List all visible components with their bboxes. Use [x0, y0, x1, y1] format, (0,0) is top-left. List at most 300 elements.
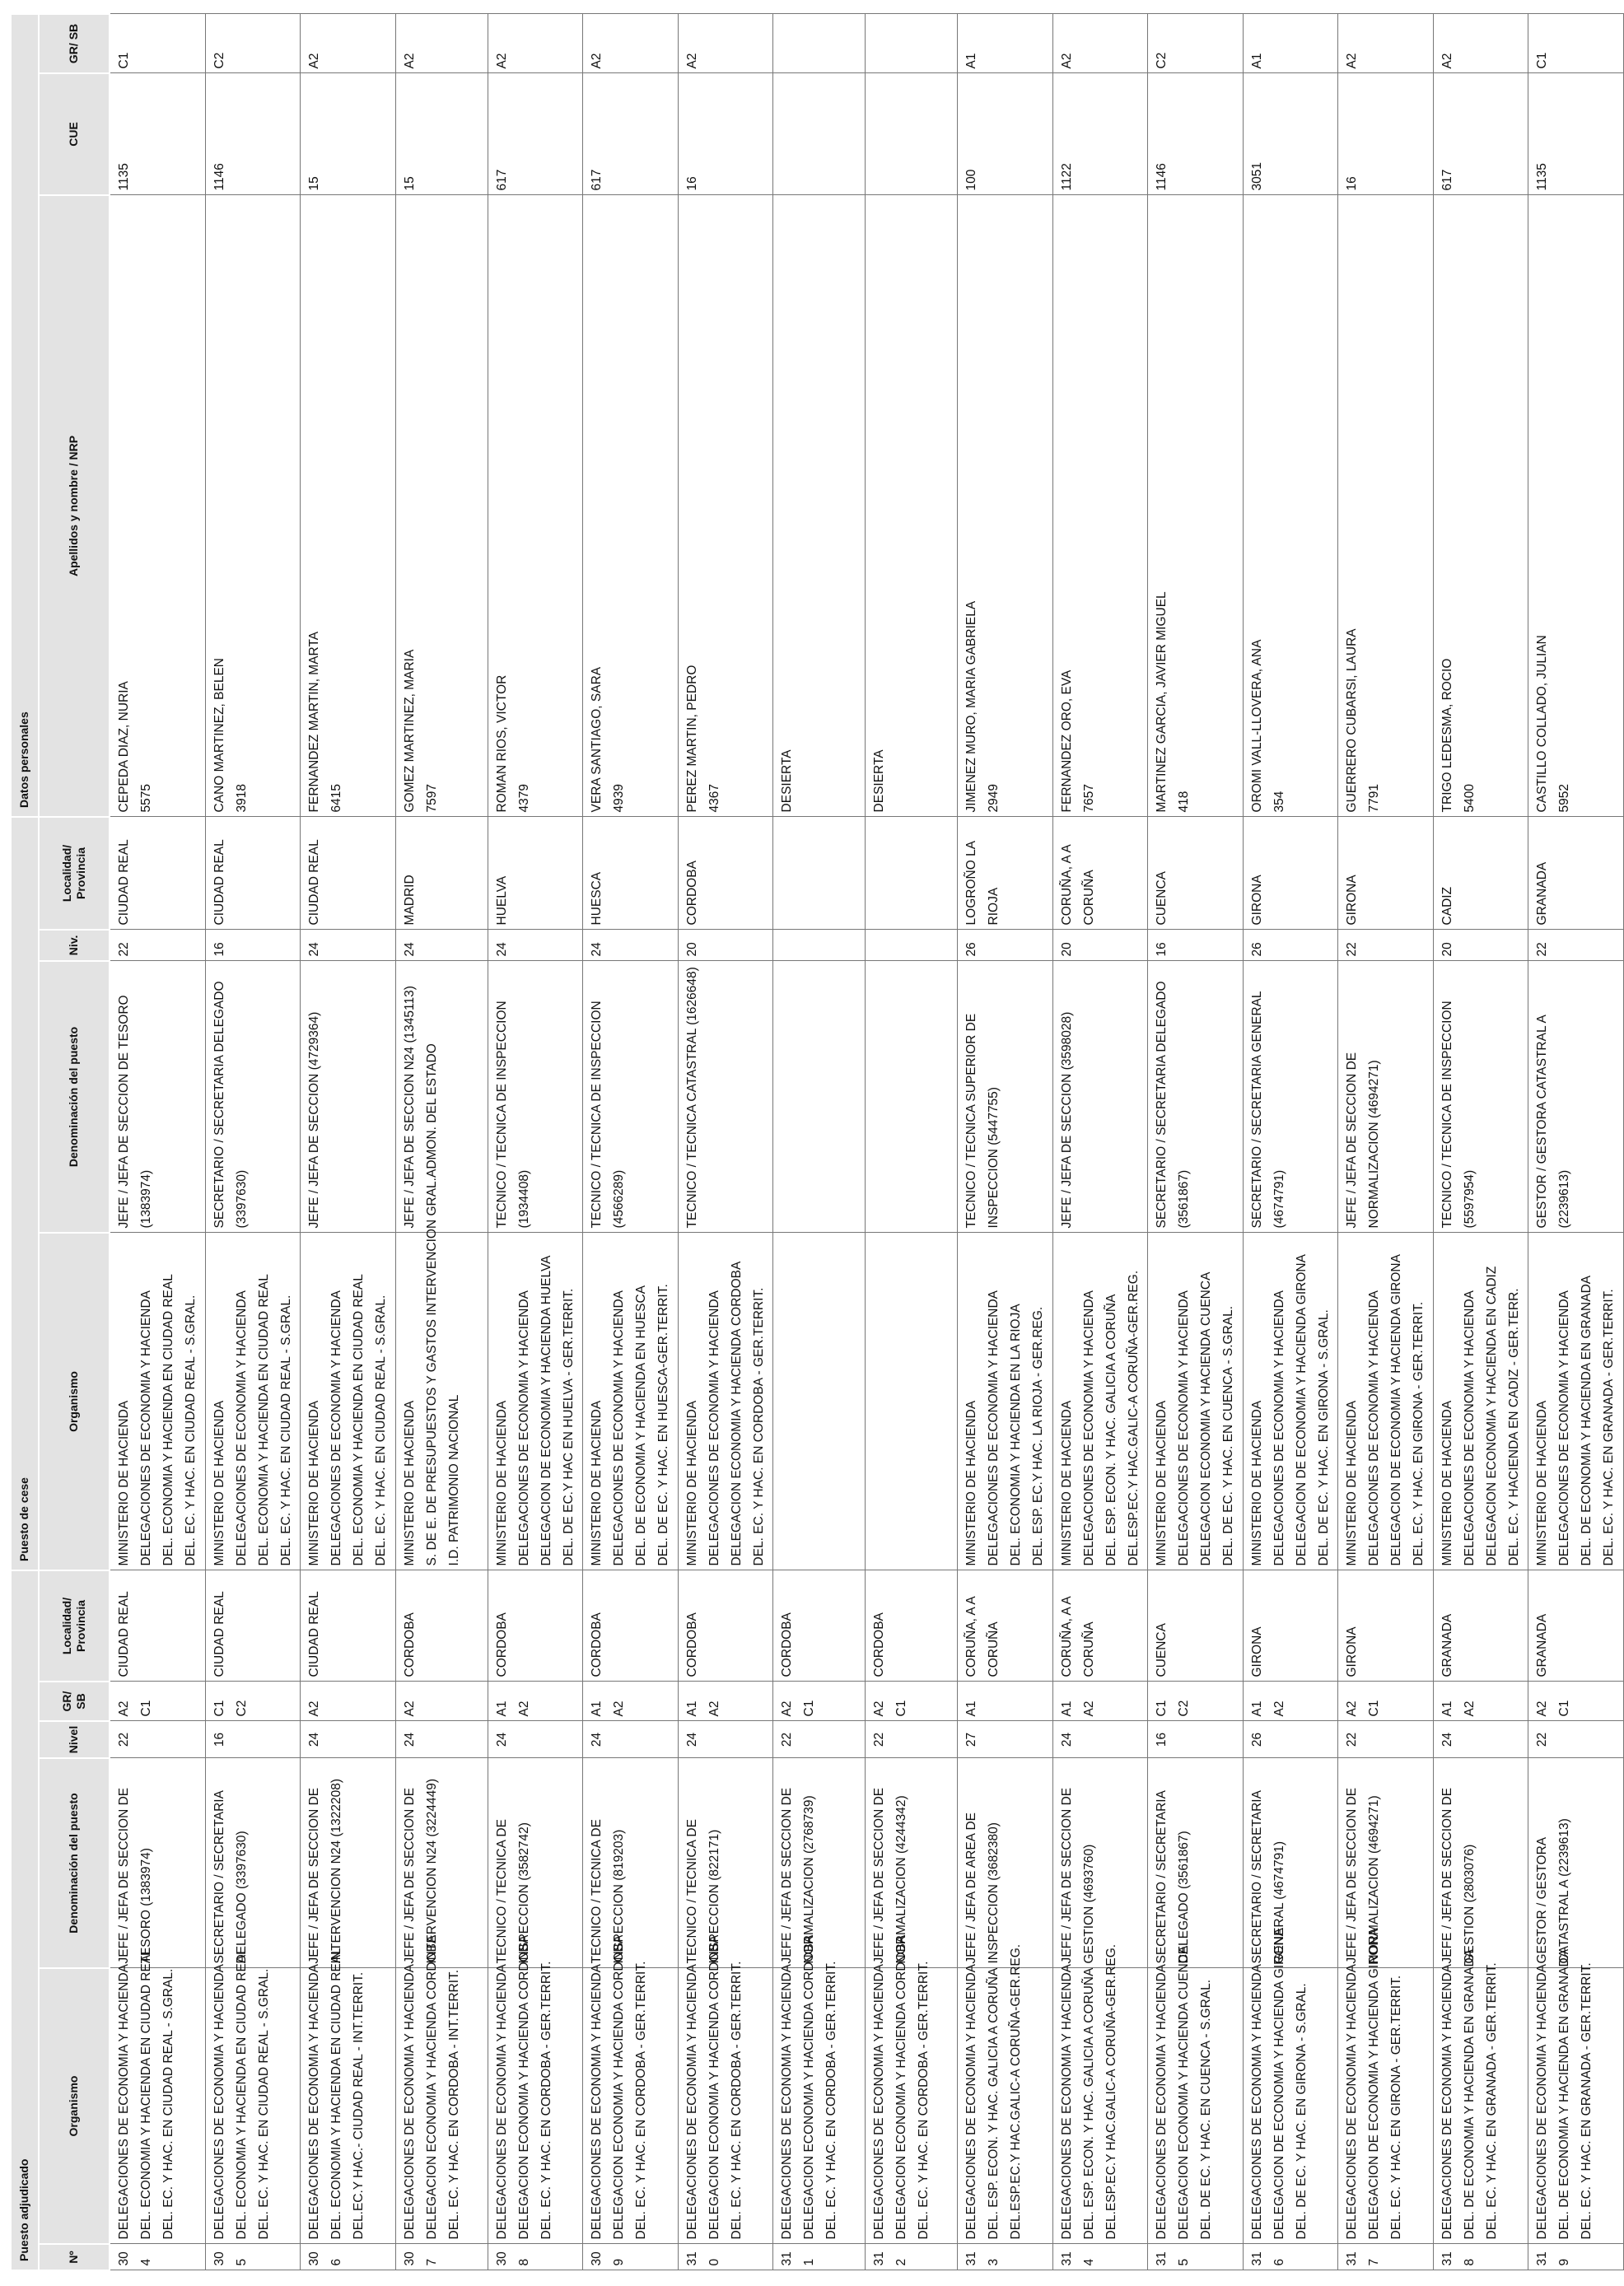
organismo-cese-line: DELEGACIONES DE ECONOMIA Y HACIENDA — [329, 1290, 344, 1566]
cell-denominacion-cese — [1052, 961, 1148, 1233]
organismo-cese-line: DEL. EC. Y HACIENDA EN CADIZ - GER.TERR. — [1506, 1288, 1521, 1566]
apellidos-nombre: FERNANDEZ MARTIN, MARTA — [307, 631, 321, 813]
grsb-value: A2 C1 — [872, 1700, 909, 1717]
nivel-value: 26 — [1249, 1732, 1264, 1747]
cell-organismo — [1433, 1948, 1528, 2244]
grsb-value: C1 C2 — [1155, 1700, 1192, 1717]
group-header-puesto-adjudicado: Puesto adjudicado — [11, 1570, 39, 2270]
cell-denominacion — [205, 1758, 301, 1968]
nivel-value: 22 — [1345, 1732, 1359, 1747]
nivel-value: 24 — [590, 1732, 604, 1747]
cell-localidad — [1433, 1570, 1528, 1682]
cell-grsb — [583, 1682, 679, 1721]
cell-grsb — [395, 1682, 488, 1721]
denominacion-text: JEFE / JEFA DE SECCION DE INTERVENCION N24 (1322208) — [307, 1778, 344, 1964]
table-row — [301, 14, 396, 2270]
localidad-value: CORUÑA, A A CORUÑA — [964, 1597, 1001, 1677]
cell-denominacion-cese — [205, 961, 301, 1233]
cell-num — [773, 2244, 866, 2270]
cell-organismo — [1148, 1945, 1244, 2244]
cell-denominacion — [866, 1758, 958, 1968]
cue-value: 15 — [402, 176, 417, 191]
nrp-value: 5400 — [1462, 783, 1477, 813]
cell-niv-cese — [1243, 930, 1338, 961]
organismo-cese-line: MINISTERIO DE HACIENDA — [117, 1400, 131, 1566]
cell-organismo — [958, 1943, 1053, 2244]
cell-denominacion-cese — [1243, 961, 1338, 1233]
localidad-value: GIRONA — [1249, 1626, 1264, 1677]
cell-grsb-personal — [205, 14, 301, 73]
cell-niv-cese — [866, 930, 958, 961]
row-number: 311 — [780, 2251, 817, 2266]
organismo-line: DELEGACIONES DE ECONOMIA Y HACIENDA — [1059, 1964, 1074, 2240]
organismo-line: DELEGACIONES DE ECONOMIA Y HACIENDA — [307, 1964, 321, 2240]
niv-cese-value: 22 — [1535, 942, 1549, 957]
cell-denominacion-cese — [773, 961, 866, 1233]
cell-grsb — [1433, 1682, 1528, 1721]
cell-grsb-personal — [1433, 14, 1528, 73]
organismo-cese-line: DEL.ESP.EC.Y HAC.GALIC-A CORUÑA-GER.REG. — [1126, 1270, 1141, 1566]
col-header-grsb-personal: GR/ SB — [39, 14, 110, 73]
table-row — [866, 14, 958, 2270]
cell-num — [958, 2244, 1053, 2270]
cell-grsb — [678, 1682, 773, 1721]
cell-organismo — [1338, 1928, 1434, 2244]
grsb-value: A1 — [964, 1701, 978, 1717]
organismo-cese-line: DEL. DE EC.Y HAC EN HUELVA - GER.TERRIT. — [561, 1288, 576, 1566]
cell-localidad-cese — [395, 817, 488, 930]
cell-denominacion — [1338, 1758, 1434, 1968]
localidad-cese-value: CUENCA — [1155, 871, 1169, 926]
nrp-value: 6415 — [329, 783, 344, 813]
cell-grsb — [1243, 1682, 1338, 1721]
organismo-cese-line: DEL. DE EC. Y HAC. EN CUENCA - S.GRAL. — [1221, 1305, 1236, 1566]
localidad-value: GIRONA — [1345, 1626, 1359, 1677]
cell-organismo — [110, 1948, 205, 2244]
apellidos-nombre: CASTILLO COLLADO, JULIAN — [1535, 635, 1549, 813]
cell-localidad-cese — [301, 817, 396, 930]
cell-localidad — [1052, 1570, 1148, 1682]
organismo-cese-line: DEL. EC. Y HAC. EN GRANADA - GER.TERRIT. — [1602, 1289, 1617, 1566]
grsb-personal-value: A2 — [1345, 53, 1359, 69]
cell-cue — [1528, 73, 1624, 195]
cell-cue — [1052, 73, 1148, 195]
localidad-cese-value: MADRID — [402, 875, 417, 926]
organismo-cese-line: MINISTERIO DE HACIENDA — [684, 1400, 699, 1566]
row-number: 308 — [494, 2251, 531, 2266]
localidad-value: CORDOBA — [872, 1612, 886, 1677]
cell-apellidos — [488, 195, 583, 817]
cell-cue — [395, 73, 488, 195]
cell-niv-cese — [1433, 930, 1528, 961]
organismo-cese-line: DELEGACION ECONOMIA Y HACIENDA CUENCA — [1199, 1271, 1214, 1566]
cell-organismo-cese — [773, 1233, 866, 1570]
nivel-value: 22 — [780, 1732, 794, 1747]
cell-grsb-personal — [773, 14, 866, 73]
cell-localidad — [773, 1570, 866, 1682]
organismo-line: DEL.ESP.EC.Y HAC.GALIC-A CORUÑA-GER.REG. — [1009, 1943, 1024, 2240]
cell-grsb-personal — [488, 14, 583, 73]
cue-value: 16 — [1345, 176, 1359, 191]
cell-num — [678, 2244, 773, 2270]
cell-localidad — [678, 1570, 773, 1682]
table-row — [1338, 14, 1434, 2270]
row-number: 306 — [307, 2251, 344, 2266]
cell-niv-cese — [773, 930, 866, 961]
localidad-value: GRANADA — [1535, 1613, 1549, 1677]
cue-value: 15 — [307, 176, 321, 191]
organismo-line: DELEGACIONES DE ECONOMIA Y HACIENDA — [117, 1964, 131, 2240]
apellidos-nombre: DESIERTA — [780, 749, 794, 813]
organismo-line: DELEGACIONES DE ECONOMIA Y HACIENDA — [872, 1964, 886, 2240]
niv-cese-value: 22 — [1345, 942, 1359, 957]
nrp-value: 4367 — [707, 783, 721, 813]
cell-grsb-personal — [1528, 14, 1624, 73]
organismo-cese-line: MINISTERIO DE HACIENDA — [1440, 1400, 1454, 1566]
cell-apellidos — [678, 195, 773, 817]
niv-cese-value: 20 — [1440, 942, 1454, 957]
organismo-line: DEL. EC. Y HAC. EN GIRONA - GER.TERRIT. — [1389, 1975, 1404, 2240]
cell-denominacion-cese — [1528, 961, 1624, 1233]
cell-grsb — [110, 1682, 205, 1721]
apellidos-nombre: OROMI VALL-LLOVERA, ANA — [1249, 639, 1264, 813]
cell-nivel — [773, 1721, 866, 1758]
denominacion-text: JEFE / JEFA DE SECCION DE GESTION (4693760) — [1059, 1787, 1096, 1964]
organismo-line: DEL. EC. Y HAC. EN CORDOBA - INT.TERRIT. — [446, 1969, 461, 2240]
nivel-value: 24 — [494, 1732, 509, 1747]
group-header-puesto-cese: Puesto de cese — [11, 817, 39, 1570]
cell-grsb-personal — [678, 14, 773, 73]
organismo-cese-line: DELEGACIONES DE ECONOMIA Y HACIENDA — [1557, 1290, 1572, 1566]
cell-organismo-cese — [678, 1233, 773, 1570]
organismo-line: DEL. EC. Y HAC. EN CORDOBA - GER.TERRIT. — [634, 1961, 649, 2240]
organismo-cese-line: DEL. ECONOMIA Y HACIENDA EN CIUDAD REAL — [352, 1274, 366, 1566]
organismo-cese-line: DEL. DE EC. Y HAC. EN GIRONA - S.GRAL. — [1316, 1309, 1331, 1566]
cell-niv-cese — [1338, 930, 1434, 961]
cell-grsb — [866, 1682, 958, 1721]
table-row — [1433, 14, 1528, 2270]
organismo-cese-line: MINISTERIO DE HACIENDA — [1535, 1400, 1549, 1566]
cell-grsb — [958, 1682, 1053, 1721]
grsb-value: A1 A2 — [1059, 1701, 1096, 1717]
organismo-cese-line: MINISTERIO DE HACIENDA — [590, 1400, 604, 1566]
organismo-cese-line: DEL. DE ECONOMIA Y HACIENDA EN HUESCA — [634, 1285, 649, 1566]
denominacion-text: JEFE / JEFA DE SECCION DE NORMALIZACION (2768739) — [780, 1787, 817, 1964]
cell-localidad — [301, 1570, 396, 1682]
cell-cue — [1338, 73, 1434, 195]
cell-organismo — [301, 1948, 396, 2244]
cell-localidad-cese — [678, 817, 773, 930]
organismo-cese-line: MINISTERIO DE HACIENDA — [1249, 1400, 1264, 1566]
grsb-personal-value: A1 — [964, 53, 978, 69]
localidad-value: CIUDAD REAL — [307, 1591, 321, 1677]
col-header-nivel: Nivel — [39, 1721, 110, 1758]
grsb-personal-value: A2 — [1059, 53, 1074, 69]
organismo-line: DELEGACIONES DE ECONOMIA Y HACIENDA — [1249, 1964, 1264, 2240]
cell-niv-cese — [488, 930, 583, 961]
cell-grsb — [205, 1682, 301, 1721]
cue-value: 100 — [964, 169, 978, 191]
organismo-line: DELEGACIONES DE ECONOMIA Y HACIENDA — [1345, 1964, 1359, 2240]
denominacion-text: JEFE / JEFA DE SECCION DE INTERVENCION N24 (3224449) — [402, 1778, 439, 1964]
cell-grsb — [488, 1682, 583, 1721]
localidad-cese-value: CIUDAD REAL — [117, 839, 131, 926]
cell-organismo — [1243, 1928, 1338, 2244]
organismo-line: DEL. EC. Y HAC. EN GRANADA - GER.TERRIT. — [1580, 1962, 1594, 2240]
organismo-cese-line: DELEGACIONES DE ECONOMIA Y HACIENDA — [1081, 1290, 1096, 1566]
group-header-datos-personales: Datos personales — [11, 14, 39, 817]
row-number: 315 — [1155, 2251, 1192, 2266]
grsb-personal-value: C1 — [1535, 52, 1549, 69]
cell-apellidos — [1528, 195, 1624, 817]
table-row — [1052, 14, 1148, 2270]
cell-cue — [773, 73, 866, 195]
organismo-line: DEL. DE EC. Y HAC. EN CUENCA - S.GRAL. — [1199, 1979, 1214, 2240]
denominacion-text: SECRETARIO / SECRETARIA DELEGADO (3561867) — [1155, 1790, 1192, 1964]
cell-organismo-cese — [583, 1233, 679, 1570]
cell-cue — [583, 73, 679, 195]
organismo-line: DELEGACION ECONOMIA Y HACIENDA CORDOBA — [707, 1934, 721, 2240]
cell-cue — [958, 73, 1053, 195]
localidad-value: CORDOBA — [684, 1612, 699, 1677]
grsb-value: A2 — [402, 1701, 417, 1717]
niv-cese-value: 20 — [1059, 942, 1074, 957]
cell-denominacion — [773, 1758, 866, 1968]
cell-cue — [1243, 73, 1338, 195]
nivel-value: 24 — [1059, 1732, 1074, 1747]
cell-localidad — [866, 1570, 958, 1682]
denominacion-text: GESTOR / GESTORA CATASTRAL A (2239613) — [1535, 1818, 1572, 1964]
denominacion-text: TECNICO / TECNICA DE INSPECCION (819203) — [590, 1819, 627, 1964]
organismo-cese-line: DELEGACIONES DE ECONOMIA Y HACIENDA — [987, 1290, 1001, 1566]
organismo-cese-line: DELEGACION DE ECONOMIA Y HACIENDA GIRONA — [1294, 1254, 1309, 1566]
cell-localidad — [395, 1570, 488, 1682]
grsb-value: A2 — [307, 1701, 321, 1717]
denominacion-cese-text: GESTOR / GESTORA CATASTRAL A (2239613) — [1535, 1015, 1572, 1229]
localidad-cese-value: LOGROÑO LA RIOJA — [964, 841, 1001, 926]
cell-niv-cese — [678, 930, 773, 961]
col-header-localidad: Localidad/ Provincia — [39, 1570, 110, 1682]
organismo-cese-line: MINISTERIO DE HACIENDA — [494, 1400, 509, 1566]
cell-denominacion-cese — [488, 961, 583, 1233]
nrp-value: 7597 — [424, 783, 439, 813]
niv-cese-value: 24 — [494, 942, 509, 957]
grsb-value: A1 A2 — [494, 1701, 531, 1717]
organismo-cese-line: DEL. EC. Y HAC. EN CORDOBA - GER.TERRIT. — [751, 1287, 766, 1566]
nivel-value: 22 — [117, 1732, 131, 1747]
cell-niv-cese — [958, 930, 1053, 961]
cell-apellidos — [205, 195, 301, 817]
cell-grsb — [301, 1682, 396, 1721]
cell-localidad — [1338, 1570, 1434, 1682]
niv-cese-value: 16 — [212, 942, 226, 957]
cell-organismo-cese — [1243, 1233, 1338, 1570]
organismo-cese-line: DELEGACIONES DE ECONOMIA Y HACIENDA — [234, 1290, 249, 1566]
organismo-cese-line: DELEGACIONES DE ECONOMIA Y HACIENDA — [139, 1290, 154, 1566]
row-number: 309 — [590, 2251, 627, 2266]
cell-cue — [1148, 73, 1244, 195]
cell-nivel — [395, 1721, 488, 1758]
localidad-cese-value: GIRONA — [1249, 875, 1264, 926]
row-number: 318 — [1440, 2251, 1477, 2266]
cell-niv-cese — [1052, 930, 1148, 961]
cell-grsb-personal — [583, 14, 679, 73]
nivel-value: 24 — [684, 1732, 699, 1747]
organismo-cese-line: DEL. DE EC. Y HAC. EN HUESCA-GER.TERRIT. — [656, 1284, 671, 1566]
cell-denominacion — [583, 1758, 679, 1968]
denominacion-cese-text: TECNICO / TECNICA DE INSPECCION (1934408) — [494, 1001, 531, 1229]
organismo-line: DEL.ESP.EC.Y HAC.GALIC-A CORUÑA-GER.REG. — [1104, 1943, 1118, 2240]
nrp-value: 4379 — [516, 783, 531, 813]
niv-cese-value: 24 — [590, 942, 604, 957]
cell-num — [583, 2244, 679, 2270]
cell-grsb-personal — [958, 14, 1053, 73]
cell-organismo-cese — [1148, 1233, 1244, 1570]
grsb-value: A1 A2 — [684, 1701, 721, 1717]
cell-niv-cese — [205, 930, 301, 961]
localidad-cese-value: CIUDAD REAL — [212, 839, 226, 926]
organismo-line: DELEGACIONES DE ECONOMIA Y HACIENDA — [684, 1964, 699, 2240]
cell-organismo-cese — [866, 1233, 958, 1570]
denominacion-text: SECRETARIO / SECRETARIA DELEGADO (3397630) — [212, 1790, 249, 1964]
cell-grsb — [1338, 1682, 1434, 1721]
resolution-table — [10, 13, 1624, 2271]
grsb-personal-value: A2 — [307, 53, 321, 69]
organismo-cese-line: MINISTERIO DE HACIENDA — [307, 1400, 321, 1566]
row-number: 314 — [1059, 2251, 1096, 2266]
apellidos-nombre: CANO MARTINEZ, BELEN — [212, 658, 226, 813]
organismo-line: DELEGACION ECONOMIA Y HACIENDA CORDOBA — [612, 1934, 627, 2240]
denominacion-cese-text: JEFE / JEFA DE SECCION (4729364) — [307, 1011, 321, 1229]
grsb-personal-value: A2 — [684, 53, 699, 69]
grsb-personal-value: C2 — [212, 52, 226, 69]
cell-organismo — [583, 1934, 679, 2244]
niv-cese-value: 26 — [964, 942, 978, 957]
localidad-cese-value: HUESCA — [590, 871, 604, 926]
denominacion-text: SECRETARIO / SECRETARIA GENERAL (4674791) — [1249, 1790, 1286, 1964]
cell-organismo — [866, 1934, 958, 2244]
cell-num — [205, 2244, 301, 2270]
organismo-line: DELEGACION ECONOMIA Y HACIENDA CORDOBA — [894, 1934, 909, 2240]
cell-localidad-cese — [958, 817, 1053, 930]
organismo-cese-line: DEL. ECONOMIA Y HACIENDA EN LA RIOJA — [1009, 1304, 1024, 1566]
cell-organismo — [1052, 1943, 1148, 2244]
cell-grsb — [1148, 1682, 1244, 1721]
cell-niv-cese — [395, 930, 488, 961]
cell-nivel — [1243, 1721, 1338, 1758]
cell-localidad-cese — [583, 817, 679, 930]
organismo-line: DELEGACIONES DE ECONOMIA Y HACIENDA — [590, 1964, 604, 2240]
organismo-line: DELEGACIONES DE ECONOMIA Y HACIENDA — [494, 1964, 509, 2240]
localidad-cese-value: GIRONA — [1345, 875, 1359, 926]
organismo-line: DELEGACION ECONOMIA Y HACIENDA CORDOBA — [802, 1934, 817, 2240]
cell-nivel — [583, 1721, 679, 1758]
cell-localidad-cese — [866, 817, 958, 930]
organismo-cese-line: DEL. ECONOMIA Y HACIENDA EN CIUDAD REAL — [256, 1274, 271, 1566]
denominacion-cese-text: JEFE / JEFA DE SECCION N24 (1345113) — [402, 986, 417, 1229]
organismo-line: DEL. EC. Y HAC. EN CORDOBA - GER.TERRIT. — [729, 1961, 744, 2240]
cell-denominacion — [1528, 1758, 1624, 1968]
niv-cese-value: 24 — [402, 942, 417, 957]
organismo-line: DELEGACION ECONOMIA Y HACIENDA CORDOBA — [516, 1934, 531, 2240]
apellidos-nombre: DESIERTA — [872, 749, 886, 813]
denominacion-text: JEFE / JEFA DE SECCION DE NORMALIZACION (4694271) — [1345, 1787, 1382, 1964]
niv-cese-value: 20 — [684, 942, 699, 957]
cell-denominacion-cese — [583, 961, 679, 1233]
row-number: 319 — [1535, 2251, 1572, 2266]
grsb-personal-value: A2 — [402, 53, 417, 69]
niv-cese-value: 16 — [1155, 942, 1169, 957]
organismo-cese-line: MINISTERIO DE HACIENDA — [964, 1400, 978, 1566]
niv-cese-value: 24 — [307, 942, 321, 957]
cell-grsb — [773, 1682, 866, 1721]
cell-niv-cese — [1528, 930, 1624, 961]
grsb-personal-value: A1 — [1249, 53, 1264, 69]
grsb-personal-value: A2 — [1440, 53, 1454, 69]
organismo-cese-line: DEL. EC. Y HAC. EN GIRONA - GER.TERRIT. — [1412, 1301, 1426, 1566]
cell-denominacion-cese — [958, 961, 1053, 1233]
table-row — [773, 14, 866, 2270]
cell-num — [866, 2244, 958, 2270]
cell-cue — [866, 73, 958, 195]
organismo-line: DELEGACIONES DE ECONOMIA Y HACIENDA — [1535, 1964, 1549, 2240]
organismo-line: DELEGACIONES DE ECONOMIA Y HACIENDA — [1440, 1964, 1454, 2240]
denominacion-cese-text: SECRETARIO / SECRETARIA DELEGADO (3561867) — [1155, 981, 1192, 1229]
row-number: 317 — [1345, 2251, 1382, 2266]
nivel-value: 24 — [402, 1732, 417, 1747]
cell-organismo-cese — [488, 1233, 583, 1570]
localidad-value: CORDOBA — [402, 1612, 417, 1677]
cell-localidad — [1148, 1570, 1244, 1682]
cell-denominacion-cese — [1338, 961, 1434, 1233]
cell-nivel — [1528, 1721, 1624, 1758]
grsb-value: A2 C1 — [780, 1700, 817, 1717]
grsb-personal-value: A2 — [494, 53, 509, 69]
cell-denominacion-cese — [678, 961, 773, 1233]
organismo-line: DELEGACIONES DE ECONOMIA Y HACIENDA — [780, 1964, 794, 2240]
grsb-value: A2 C1 — [117, 1700, 154, 1717]
cell-apellidos — [301, 195, 396, 817]
denominacion-cese-text: TECNICO / TECNICA SUPERIOR DE INSPECCION (5447755) — [964, 1013, 1001, 1229]
cue-value: 16 — [684, 176, 699, 191]
cell-nivel — [866, 1721, 958, 1758]
grsb-personal-value: C1 — [117, 52, 131, 69]
organismo-line: DEL. ECONOMIA Y HACIENDA EN CIUDAD REAL — [139, 1948, 154, 2240]
apellidos-nombre: CEPEDA DIAZ, NURIA — [117, 681, 131, 813]
organismo-line: DEL. EC. Y HAC. EN CORDOBA - GER.TERRIT. — [539, 1961, 553, 2240]
cell-apellidos — [110, 195, 205, 817]
cue-value: 617 — [1440, 169, 1454, 191]
cell-num — [301, 2244, 396, 2270]
cell-denominacion — [1243, 1758, 1338, 1968]
table-row — [958, 14, 1053, 2270]
cell-niv-cese — [301, 930, 396, 961]
apellidos-nombre: JIMENEZ MURO, MARIA GABRIELA — [964, 600, 978, 813]
organismo-line: DEL. ESP. ECON. Y HAC. GALICIA A CORUÑA — [1081, 1967, 1096, 2240]
nrp-value: 7791 — [1367, 783, 1382, 813]
cell-cue — [1433, 73, 1528, 195]
organismo-cese-line: DEL. ESP. EC.Y HAC. LA RIOJA - GER.REG. — [1031, 1306, 1046, 1566]
nivel-value: 24 — [1440, 1732, 1454, 1747]
localidad-value: CIUDAD REAL — [212, 1591, 226, 1677]
cell-localidad — [958, 1570, 1053, 1682]
cell-num — [1433, 2244, 1528, 2270]
denominacion-cese-text: TECNICO / TECNICA DE INSPECCION (4566289) — [590, 1001, 627, 1229]
organismo-cese-line: DEL. DE ECONOMIA Y HACIENDA EN GRANADA — [1580, 1275, 1594, 1566]
apellidos-nombre: GOMEZ MARTINEZ, MARIA — [402, 649, 417, 813]
cell-nivel — [1338, 1721, 1434, 1758]
organismo-cese-line: DELEGACIONES DE ECONOMIA Y HACIENDA — [1272, 1290, 1286, 1566]
